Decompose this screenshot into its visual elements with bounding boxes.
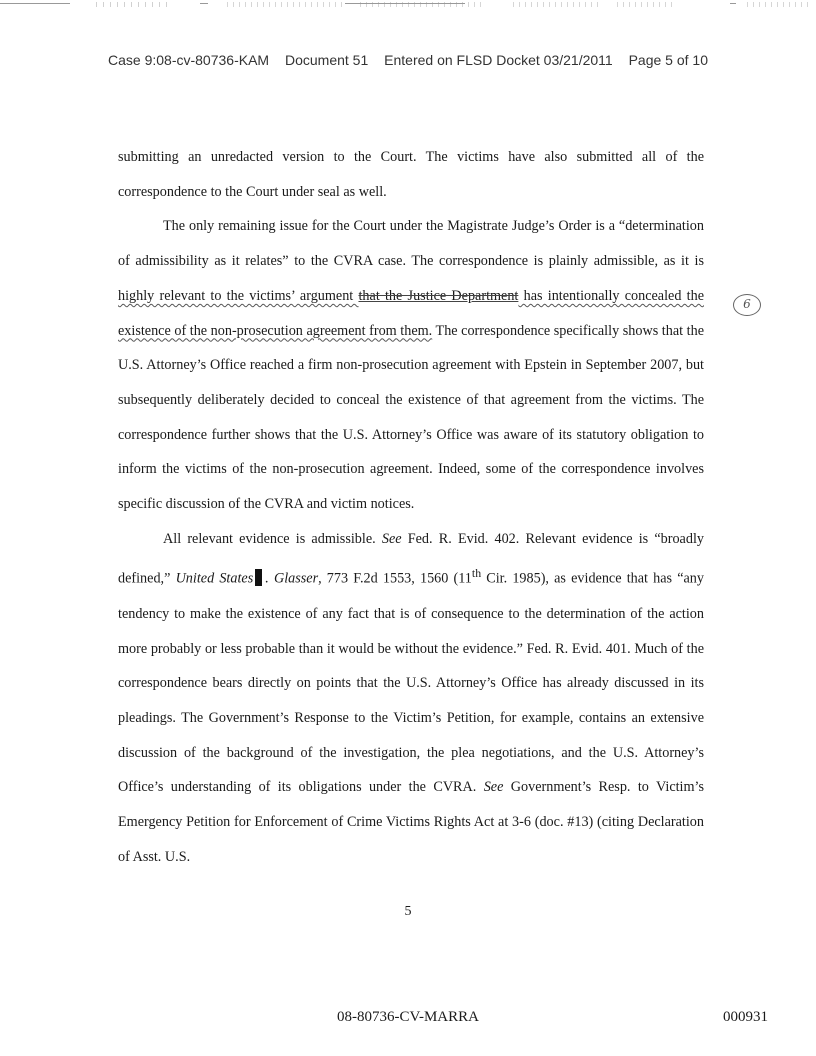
p3-text-a: All relevant evidence is admissible. [163,530,382,547]
p2-text-a: The only remaining issue for the Court under the Magistrate Judge’s Order is a “determination of admissibility as it relates” to the CVRA case. The correspondence is plainly admissible, as it is [118,218,704,270]
redaction-mark [255,569,262,586]
p2-underlined-b: has intentionally concealed the existence of the non-prosecution agreement from them. [118,287,704,339]
docket-header [0,52,816,68]
p3-text-e: Government’s Resp. to Victim’s Emergency Petition for Enforcement of Crime Victims Rights Act at 3-6 (doc. #13) (citing Declaration of Asst. U.S. [118,779,704,865]
p2-underlined-a: highly relevant to the victims’ argument [118,287,359,304]
paragraph-3 [118,522,704,875]
p3-case-name-us: United States [175,571,254,588]
p2-text-e: The correspondence specifically shows that the U.S. Attorney’s Office reached a firm non-prosecution agreement with Epstein in September 2007, but subsequently deliberately decided to conceal the existence of that agreement from the victims. The correspondence further shows that the U.S. Attorney’s Office was aware of its statutory obligation to inform the victims of the non-prosecution agreement. Indeed, some of the correspondence involves specific discussion of the CVRA and victim notices. [118,322,704,513]
header-page: Page 5 of 10 [628,52,708,68]
p3-superscript: th [471,566,482,581]
header-case: Case 9:08-cv-80736-KAM [108,52,270,68]
scan-artifact-strip [0,0,816,12]
p3-see-citation-2: See [483,779,504,796]
p3-text-b: Fed. R. Evid. 402. Relevant evidence is “broadly defined,” [118,530,704,588]
paragraph-1: submitting an unredacted version to the Court. The victims have also submitted all of the correspondence to the Court under seal as well. [118,149,704,200]
p3-case-name-glasser: . Glasser [265,571,319,588]
page-number: 5 [404,904,412,919]
p2-struck-text: that the Justice Department [358,287,519,304]
header-entered: Entered on FLSD Docket 03/21/2011 [384,52,613,68]
handwritten-margin-note: 6 [733,294,761,316]
paragraph-2 [118,209,704,521]
p3-text-c: , 773 F.2d 1553, 1560 (11 [318,571,472,588]
header-document: Document 51 [284,52,369,68]
p3-see-citation: See [381,530,402,547]
document-body [118,140,704,875]
p3-text-d: Cir. 1985), as evidence that has “any tendency to make the existence of any fact that is of consequence to the determination of the action more probably or less probable than it would be without the evidence.” Fed. R. Evid. 401. Much of the correspondence bears directly on points that the U.S. Attorney’s Office has already discussed in its pleadings. The Government’s Response to the Victim’s Petition, for example, contains an extensive discussion of the background of the investigation, the plea negotiations, and the U.S. Attorney’s Office’s understanding of its obligations under the CVRA. [118,571,704,796]
footer-case-number: 08-80736-CV-MARRA [337,1009,479,1025]
footer-bates-number: 000931 [723,1009,768,1025]
